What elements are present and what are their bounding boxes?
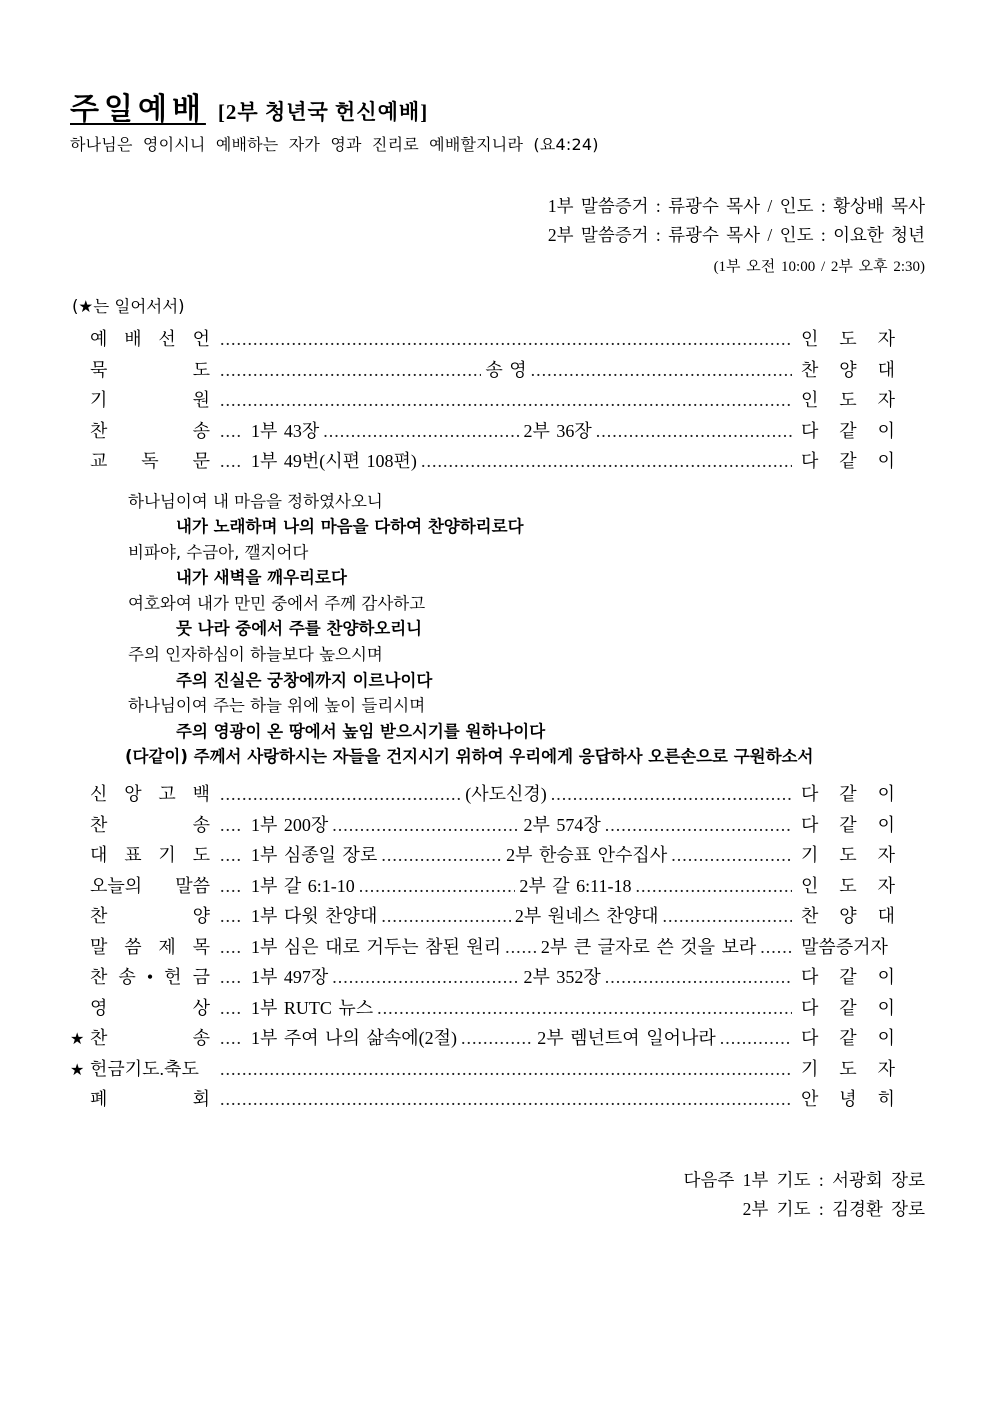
order-item-assignee: 다 같 이 bbox=[801, 1028, 895, 1049]
dot-leader bbox=[332, 967, 519, 988]
order-item-detail bbox=[220, 390, 792, 411]
dot-leader bbox=[671, 845, 792, 866]
order-item-text: 2부 큰 글자로 쓴 것을 보라 bbox=[540, 936, 757, 957]
dot-leader-short bbox=[220, 421, 242, 442]
reading-line: 내가 노래하며 나의 마음을 다하여 찬양하리로다 bbox=[176, 517, 524, 537]
order-item-assignee: 다 같 이 bbox=[801, 967, 895, 988]
scripture-verse: 하나님은 영이시니 예배하는 자가 영과 진리로 예배할지니라 (요4:24) bbox=[70, 135, 599, 154]
order-item-text: 2부 갈 6:11-18 bbox=[519, 875, 632, 896]
dot-leader bbox=[605, 967, 792, 988]
reading-line: 비파야, 수금아, 깰지어다 bbox=[128, 542, 309, 562]
service-leaders bbox=[70, 192, 925, 250]
dot-leader bbox=[220, 784, 461, 805]
order-item-assignee: 말씀증거자 bbox=[801, 936, 888, 957]
order-item-assignee: 찬 양 대 bbox=[801, 359, 895, 380]
order-of-worship-block2 bbox=[70, 780, 895, 1116]
dot-leader-short bbox=[220, 937, 242, 958]
order-item-detail bbox=[220, 933, 792, 959]
order-row bbox=[70, 325, 895, 356]
order-item-text: 1부 497장 bbox=[251, 967, 329, 988]
order-item-text: 2부 352장 bbox=[523, 967, 601, 988]
stand-star-icon: ★ bbox=[70, 1061, 85, 1079]
service-leaders-line2: 2부 말씀증거 : 류광수 목사 / 인도 : 이요한 청년 bbox=[547, 225, 925, 245]
order-item-detail bbox=[220, 1024, 792, 1050]
order-item-assignee: 다 같 이 bbox=[801, 784, 895, 805]
order-row bbox=[70, 780, 895, 811]
dot-leader bbox=[220, 1059, 792, 1080]
order-item-label: 찬 송 bbox=[90, 1028, 210, 1049]
order-item-label: 찬 양 bbox=[90, 906, 210, 927]
order-row bbox=[70, 872, 895, 903]
reading-line: 주의 인자하심이 하늘보다 높으시며 bbox=[128, 645, 383, 665]
order-row bbox=[70, 933, 895, 964]
dot-leader bbox=[220, 1089, 792, 1110]
dot-leader-short bbox=[220, 1028, 242, 1049]
order-item-label: 헌금기도.축도 bbox=[90, 1058, 199, 1079]
order-item-text: 1부 심종일 장로 bbox=[251, 845, 378, 866]
dot-leader bbox=[220, 390, 792, 411]
dot-leader bbox=[720, 1028, 792, 1049]
dot-leader-short bbox=[220, 845, 242, 866]
next-week-prayer bbox=[70, 1166, 925, 1224]
stand-star-icon: ★ bbox=[70, 1031, 85, 1049]
order-row bbox=[70, 417, 895, 448]
order-item-assignee: 안 녕 히 bbox=[801, 1089, 895, 1110]
order-item-label: 찬 송 • 헌 금 bbox=[90, 967, 210, 988]
order-item-assignee: 다 같 이 bbox=[801, 420, 895, 441]
service-leaders-line1: 1부 말씀증거 : 류광수 목사 / 인도 : 황상배 목사 bbox=[547, 196, 925, 216]
order-item-detail bbox=[220, 811, 792, 837]
reading-line: 주의 진실은 궁창에까지 이르나이다 bbox=[176, 670, 433, 690]
order-item-assignee: 다 같 이 bbox=[801, 814, 895, 835]
dot-leader bbox=[760, 937, 792, 958]
order-item-text: 송 영 bbox=[485, 359, 527, 380]
dot-leader bbox=[332, 815, 519, 836]
reading-line: 하나님이여 내 마음을 정하였사오니 bbox=[128, 491, 383, 511]
dot-leader bbox=[663, 906, 792, 927]
dot-leader bbox=[421, 451, 792, 472]
order-item-label: 기 원 bbox=[90, 390, 210, 410]
reading-line: 뭇 나라 중에서 주를 찬양하오리니 bbox=[176, 619, 423, 639]
responsive-reading bbox=[70, 489, 925, 771]
order-item-label: 영 상 bbox=[90, 997, 210, 1018]
dot-leader bbox=[505, 937, 537, 958]
dot-leader bbox=[220, 329, 792, 350]
dot-leader-short bbox=[220, 876, 242, 897]
order-row bbox=[70, 994, 895, 1025]
order-item-detail bbox=[220, 902, 792, 928]
order-item-text: 1부 다윗 찬양대 bbox=[251, 906, 378, 927]
order-item-text: 1부 주여 나의 삶속에(2절) bbox=[251, 1028, 457, 1049]
order-item-detail bbox=[220, 356, 792, 382]
order-item-detail bbox=[220, 780, 792, 806]
order-item-detail bbox=[220, 329, 792, 350]
order-item-text: 2부 원네스 찬양대 bbox=[514, 906, 659, 927]
order-item-text: (사도신경) bbox=[465, 784, 547, 805]
order-item-detail bbox=[220, 963, 792, 989]
dot-leader bbox=[551, 784, 792, 805]
order-item-label: 찬 송 bbox=[90, 420, 210, 441]
dot-leader bbox=[596, 421, 792, 442]
dot-leader bbox=[605, 815, 792, 836]
dot-leader bbox=[381, 845, 502, 866]
order-item-label: 말 씀 제 목 bbox=[90, 936, 210, 957]
order-item-detail bbox=[220, 994, 792, 1020]
order-item-text: 2부 한승표 안수집사 bbox=[506, 845, 668, 866]
order-item-assignee: 기 도 자 bbox=[801, 845, 895, 866]
order-item-assignee: 인 도 자 bbox=[801, 875, 895, 896]
order-item-assignee: 인 도 자 bbox=[801, 329, 895, 349]
order-item-detail bbox=[220, 417, 792, 443]
order-row bbox=[70, 1085, 895, 1116]
order-row bbox=[70, 811, 895, 842]
dot-leader bbox=[461, 1028, 533, 1049]
dot-leader bbox=[635, 876, 792, 897]
dot-leader bbox=[377, 998, 792, 1019]
order-item-text: 2부 36장 bbox=[523, 420, 592, 441]
order-item-assignee: 기 도 자 bbox=[801, 1058, 895, 1079]
order-item-label: 폐 회 bbox=[90, 1089, 210, 1110]
order-item-assignee: 다 같 이 bbox=[801, 997, 895, 1018]
service-times: (1부 오전 10:00 / 2부 오후 2:30) bbox=[713, 259, 925, 275]
stand-note: (★는 일어서서) bbox=[72, 297, 185, 316]
next-week-prayer-line2: 2부 기도 : 김경환 장로 bbox=[742, 1198, 925, 1219]
dot-leader bbox=[381, 906, 510, 927]
order-item-text: 2부 렘넌트여 일어나라 bbox=[537, 1028, 716, 1049]
order-item-label: 신 앙 고 백 bbox=[90, 784, 210, 805]
dot-leader-short bbox=[220, 967, 242, 988]
order-item-detail bbox=[220, 841, 792, 867]
order-row bbox=[70, 841, 895, 872]
dot-leader-short bbox=[220, 998, 242, 1019]
order-row bbox=[70, 1055, 895, 1086]
order-row bbox=[70, 356, 895, 387]
reading-line: 주의 영광이 온 땅에서 높임 받으시기를 원하나이다 bbox=[176, 721, 546, 741]
dot-leader-short bbox=[220, 906, 242, 927]
dot-leader bbox=[359, 876, 516, 897]
title-row bbox=[70, 84, 925, 126]
reading-line: (다같이) 주께서 사랑하시는 자들을 건지시기 위하여 우리에게 응답하사 오른손으로 구원하소서 bbox=[125, 747, 814, 767]
order-item-label: 찬 송 bbox=[90, 814, 210, 835]
order-item-text: 1부 200장 bbox=[251, 814, 329, 835]
order-item-text: 1부 RUTC 뉴스 bbox=[251, 997, 374, 1018]
order-item-text: 1부 갈 6:1-10 bbox=[251, 875, 355, 896]
order-row bbox=[70, 447, 895, 478]
order-item-label: 예 배 선 언 bbox=[90, 329, 210, 349]
order-of-worship-block1 bbox=[70, 325, 895, 478]
page-title: 주일예배 bbox=[70, 93, 206, 126]
order-row bbox=[70, 1024, 895, 1055]
dot-leader-short bbox=[220, 815, 242, 836]
order-row bbox=[70, 963, 895, 994]
order-item-detail bbox=[220, 447, 792, 473]
order-item-assignee: 찬 양 대 bbox=[801, 906, 895, 927]
dot-leader bbox=[323, 421, 519, 442]
order-item-assignee: 다 같 이 bbox=[801, 451, 895, 471]
dot-leader bbox=[531, 360, 792, 381]
order-item-detail bbox=[220, 1059, 792, 1080]
dot-leader-short bbox=[220, 451, 242, 472]
dot-leader bbox=[220, 360, 481, 381]
order-item-text: 1부 49번(시편 108편) bbox=[251, 451, 417, 471]
order-item-label: 묵 도 bbox=[90, 359, 210, 380]
order-item-text: 1부 심은 대로 거두는 참된 원리 bbox=[251, 936, 502, 957]
order-row bbox=[70, 902, 895, 933]
order-item-text: 2부 574장 bbox=[523, 814, 601, 835]
order-item-label: 대 표 기 도 bbox=[90, 845, 210, 866]
order-item-label: 오늘의 말씀 bbox=[90, 875, 210, 896]
order-item-text: 1부 43장 bbox=[251, 420, 320, 441]
order-item-assignee: 인 도 자 bbox=[801, 390, 895, 410]
order-row bbox=[70, 386, 895, 417]
next-week-prayer-line1: 다음주 1부 기도 : 서광회 장로 bbox=[683, 1169, 925, 1190]
reading-line: 하나님이여 주는 하늘 위에 높이 들리시며 bbox=[128, 696, 426, 716]
order-item-label: 교 독 문 bbox=[90, 451, 210, 471]
order-item-detail bbox=[220, 1089, 792, 1110]
reading-line: 여호와여 내가 만민 중에서 주께 감사하고 bbox=[128, 593, 426, 613]
page-title-suffix: [2부 청년국 헌신예배] bbox=[217, 100, 429, 124]
order-item-detail bbox=[220, 872, 792, 898]
reading-line: 내가 새벽을 깨우리로다 bbox=[176, 568, 347, 588]
